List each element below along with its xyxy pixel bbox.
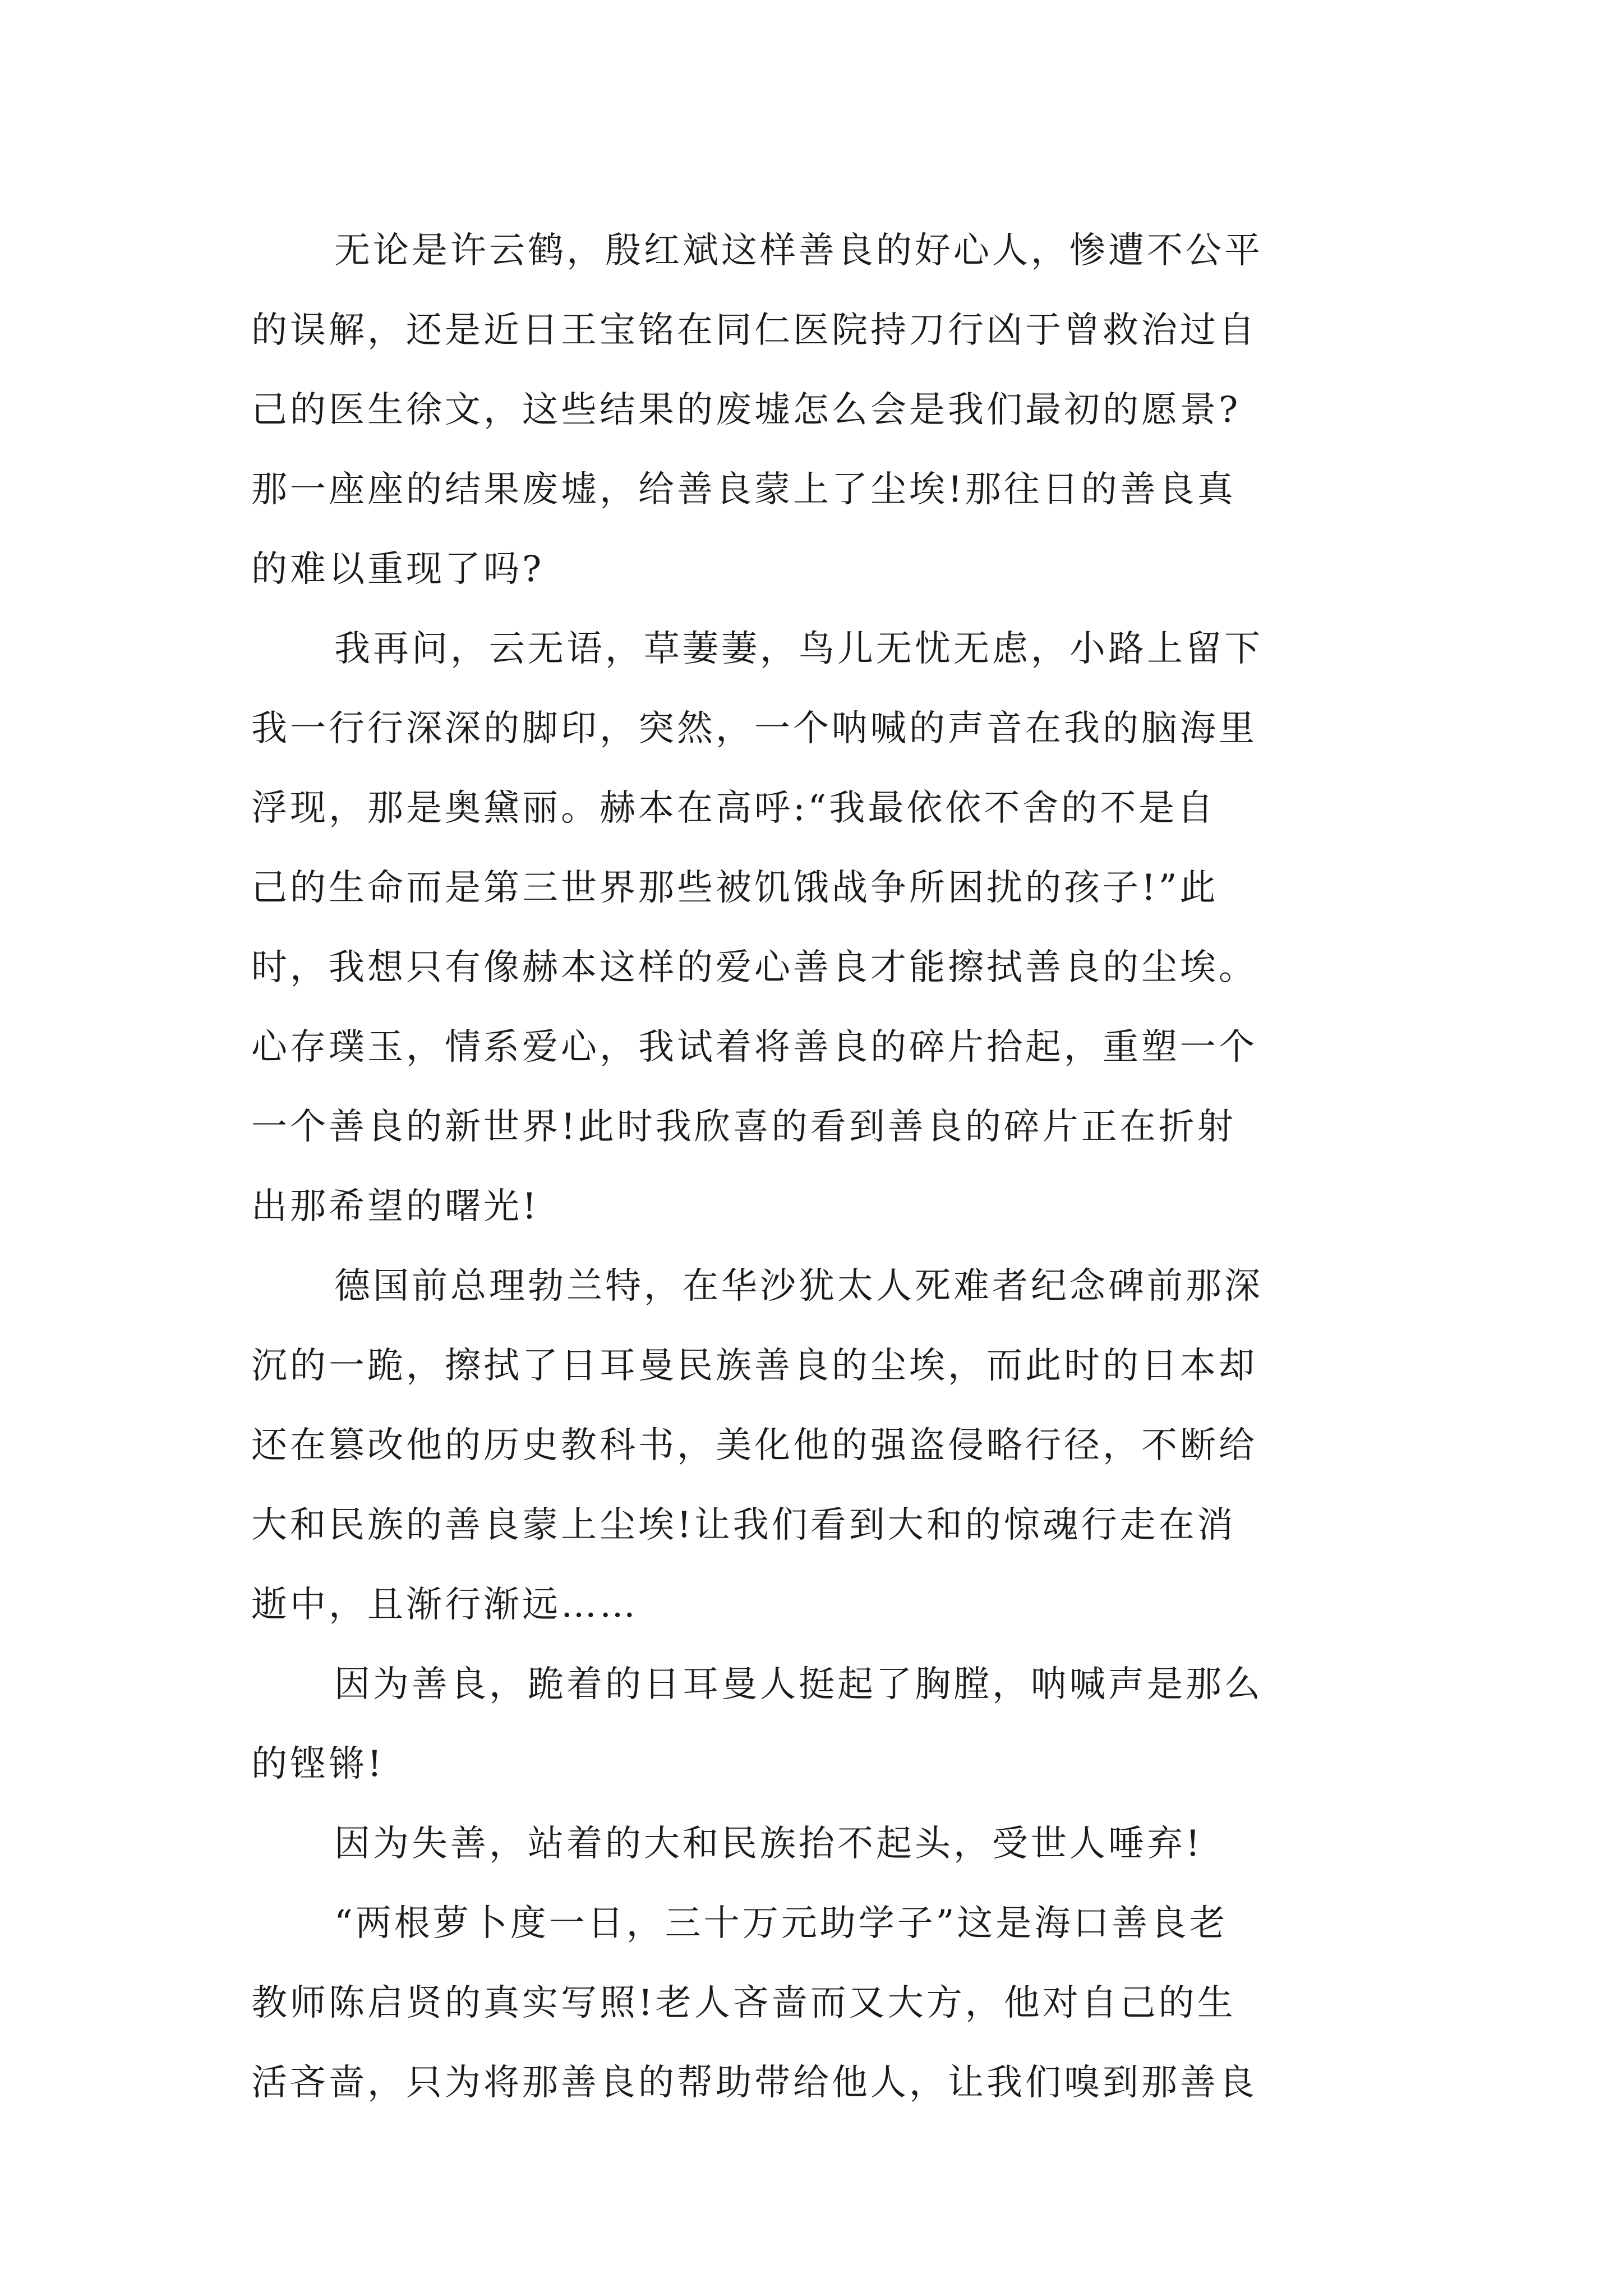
text-line: 大和民族的善良蒙上尘埃!让我们看到大和的惊魂行走在消 [251, 1504, 1236, 1546]
text-line: 沉的一跪，擦拭了日耳曼民族善良的尘埃，而此时的日本却 [251, 1345, 1257, 1387]
text-line: 心存璞玉，情系爱心，我试着将善良的碎片拾起，重塑一个 [251, 1027, 1257, 1068]
text-line: 无论是许云鹤，殷红斌这样善良的好心人，惨遭不公平 [334, 230, 1263, 272]
text-line: 的误解，还是近日王宝铭在同仁医院持刀行凶于曾救治过自 [251, 310, 1257, 351]
text-line: 出那希望的曙光! [251, 1186, 540, 1227]
text-line: 活吝啬，只为将那善良的帮助带给他人，让我们嗅到那善良 [251, 2062, 1257, 2104]
document-body [251, 211, 1391, 2123]
text-line: 那一座座的结果废墟，给善良蒙上了尘埃!那往日的善良真 [251, 469, 1236, 510]
text-line: 浮现，那是奥黛丽。赫本在高呼:“我最依依不舍的不是自 [251, 788, 1216, 829]
text-line: 的难以重现了吗? [251, 549, 545, 590]
text-line: 德国前总理勃兰特，在华沙犹太人死难者纪念碑前那深 [334, 1266, 1263, 1307]
text-line: 逝中，且渐行渐远…… [251, 1584, 638, 1626]
text-line: 己的生命而是第三世界那些被饥饿战争所困扰的孩子!”此 [251, 867, 1219, 909]
text-line: 我再问，云无语，草萋萋，鸟儿无忧无虑，小路上留下 [334, 628, 1263, 670]
text-line: 还在篡改他的历史教科书，美化他的强盗侵略行径，不断给 [251, 1425, 1257, 1466]
text-line: “两根萝卜度一日，三十万元助学子”这是海口善良老 [334, 1903, 1228, 1944]
text-line: 一个善良的新世界!此时我欣喜的看到善良的碎片正在折射 [251, 1106, 1236, 1148]
text-line: 时，我想只有像赫本这样的爱心善良才能擦拭善良的尘埃。 [251, 947, 1257, 988]
text-line: 教师陈启贤的真实写照!老人吝啬而又大方，他对自己的生 [251, 1982, 1236, 2024]
text-line: 己的医生徐文，这些结果的废墟怎么会是我们最初的愿景? [251, 389, 1241, 431]
text-line: 因为失善，站着的大和民族抬不起头，受世人唾弃! [334, 1823, 1203, 1865]
text-line: 我一行行深深的脚印，突然，一个呐喊的声音在我的脑海里 [251, 708, 1257, 749]
text-line: 的铿锵! [251, 1743, 385, 1785]
text-line: 因为善良，跪着的日耳曼人挺起了胸膛，呐喊声是那么 [334, 1664, 1263, 1705]
